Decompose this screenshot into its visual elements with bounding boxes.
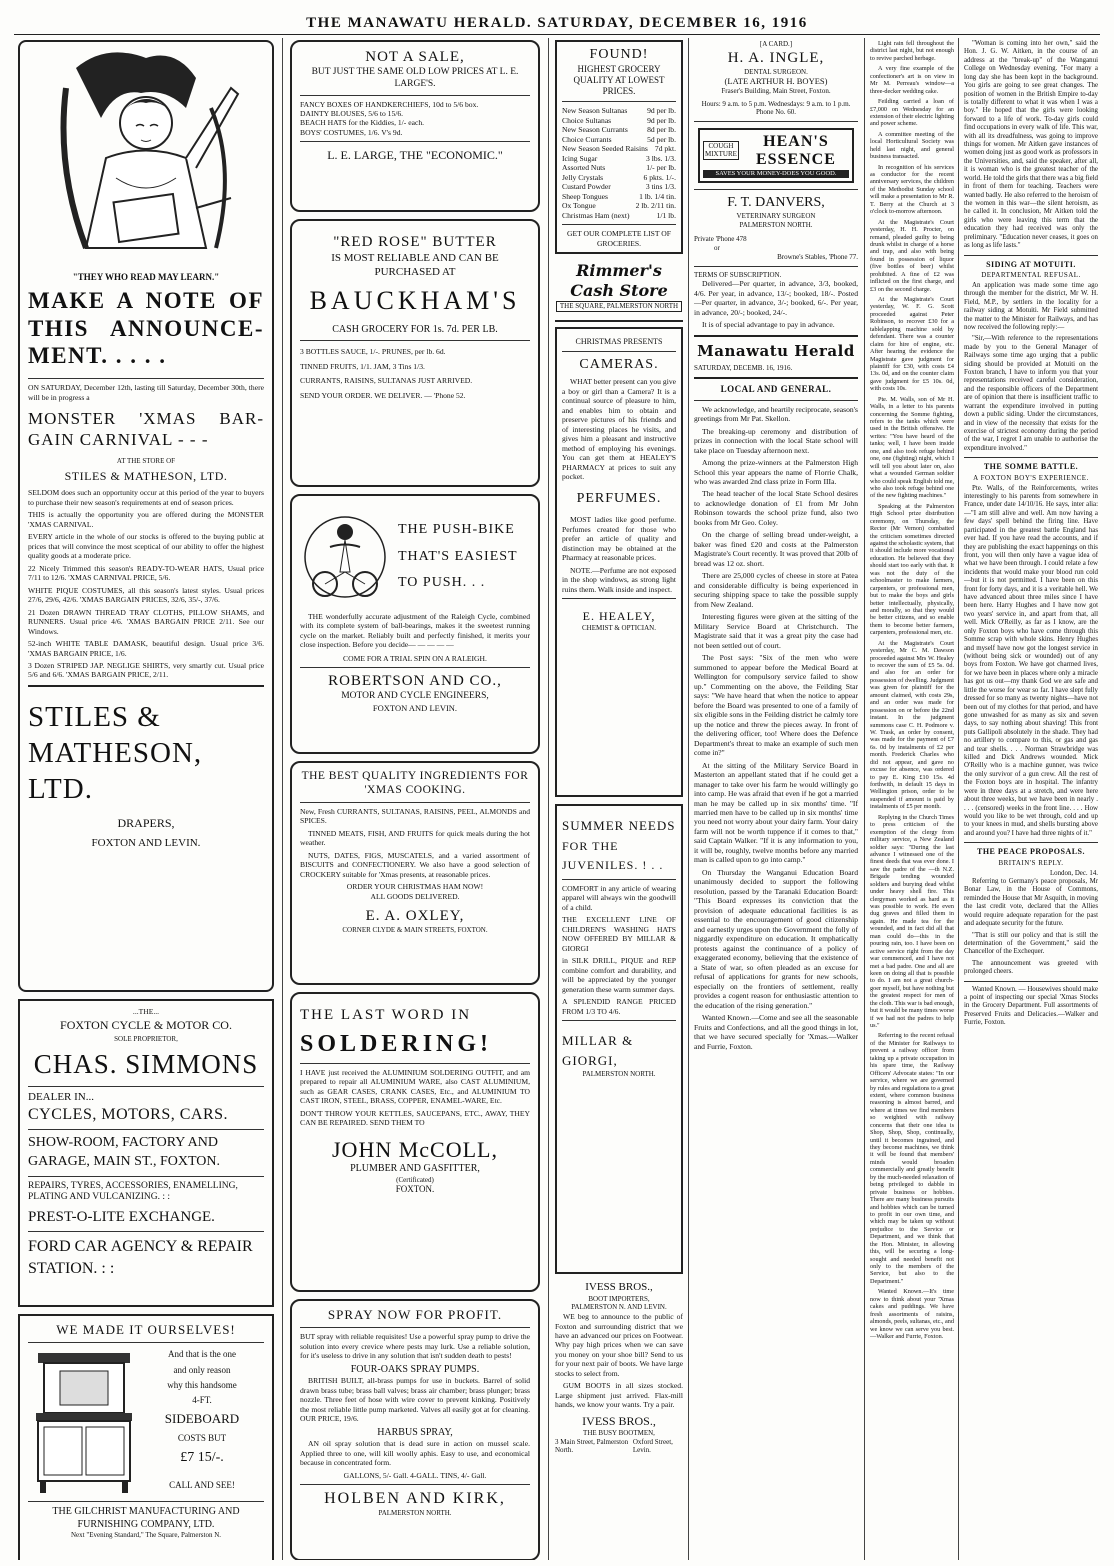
news-paragraph: There are 25,000 cycles of cheese in store at Patea and considerable difficulty is being experienced in securing shipping space to take the possible supply from New Zealand. bbox=[694, 571, 858, 609]
rimmers-address: THE SQUARE, PALMERSTON NORTH bbox=[556, 301, 682, 312]
news-paragraph: "That is still our policy and that is still the determination of the Government," said the Chancellor of the Exchequer. bbox=[964, 931, 1098, 956]
grocery-item: Ox Tongue bbox=[562, 201, 596, 211]
divider bbox=[964, 457, 1098, 458]
column-5 bbox=[870, 40, 954, 1560]
divider bbox=[28, 378, 264, 379]
paragraph: It is of special advantage to pay in advance. bbox=[702, 320, 835, 330]
news-paragraph: The Post says: "Six of the men who were summoned to appear before the Medical Board at Wellington for compulsory service failed to show up." Commenting on the above, the Feilding Star says: "We have heard that when the notice to appear before the Board was presented to one of a family of six eligible sons in the Feilding district he calmly tore up the notice and threw the pieces away. In front of the delivering officer, too! Where does the Defence Department's threat to make an example of such men come in?" bbox=[694, 653, 858, 758]
divider bbox=[300, 340, 530, 341]
ivess-subheading: BOOT IMPORTERS, bbox=[588, 1294, 650, 1303]
healey-ad bbox=[555, 327, 683, 797]
tagline: And that is the one bbox=[168, 1349, 236, 1360]
divider bbox=[28, 1129, 264, 1130]
divider bbox=[562, 351, 676, 352]
the-label: ...THE... bbox=[132, 1007, 160, 1016]
ivess-footer-sub: THE BUSY BOOTMEN, bbox=[583, 1428, 655, 1437]
gilchrist-address: Next "Evening Standard," The Square, Palmerston N. bbox=[70, 1531, 222, 1540]
news-paragraph: Referring to Germany's peace proposals, Mr Bonar Law, in the House of Commons, reminded the House that Mr Asquith, in moving the last credit vote, declared that the Allies would require adequate reparation for the past and adequate security for the future. bbox=[964, 877, 1098, 928]
oxley-name: E. A. OXLEY, bbox=[365, 908, 465, 925]
column-divider bbox=[548, 38, 549, 1560]
ingle-hours: Hours: 9 a.m. to 5 p.m. Wednesdays: 9 a.m. to 1 p.m. bbox=[701, 99, 851, 108]
found-ad bbox=[555, 40, 683, 254]
tagline: why this handsome bbox=[167, 1379, 237, 1390]
news-paragraph: At the Magistrate's Court yesterday, H. H. Procter, on remand, pleaded guilty to being drunk whilst in charge of a horse and trap, and also with being found in possession of liquor (five bottles of beer) whilst prohibited. A fine of £2 was inflicted on the first charge, and £3 on the second charge. bbox=[870, 218, 954, 293]
herald-date: SATURDAY, DECEMB. 16, 1916. bbox=[694, 363, 793, 372]
news-paragraph: Pte. Walls, of the Reinforcements, writes interestingly to his parents from somewhere in France, under date 14/10/16. He says, inter alia:—"I am still alive and well. Am now having a few days' spell behind the firing line. Have participated in the greatest battle England has ever had. If you have read the accounts, and if they are publishing the exact happenings on this front, you will then only have a vague idea of what we have been through. I could relate a few incidents that would make your blood run cold—but it is not permitted. I have been on this front for forty days, and it is a veritable hell. We have advanced about three miles since I have been here. Harry Hughes and I have now got two years' service in, and apart from that, all well. Mick O'Reilly, as far as I know, are the only Foxton boys who have come through this Somme scrap with whole skins. Henry Hughes and myself have now got the longest service in (without being sick or wounded) out of any boys from Foxton. We have got charmed lives, for we have been in places where only a miracle has got us out—my thank God we are safe and little the worse for wear so far. I have slept fully dressed for so many as twenty nights—have not been out of my clothes for that period, and have gone unwashed for as many as six and seven days, to say nothing about shaving! This front puts Gallipoli absolutely in the shade. They had no artillery to compare to this, or gas and gas and tear shells. . . . Norman Strawbridge was killed and Dick Andrews wounded. Mick O'Reilly who is a machine gunner, was twice the only survivor of a gun crew. All the rest of the Foxton boys are in hospital. The infantry were in three days at a stretch, and were here about three weeks, but we have been in nearly . . . . (censored) weeks in the front line. . . . How would you like to be wet through, cold and up to your knees in mud, and shells bursting above and around you? I have had three nights of it." bbox=[964, 484, 1098, 837]
grocery-price-row bbox=[562, 154, 676, 163]
divider bbox=[562, 101, 676, 102]
red-rose-heading: "RED ROSE" BUTTER bbox=[333, 234, 497, 250]
column-2 bbox=[290, 40, 540, 1560]
divider bbox=[300, 667, 530, 668]
news-paragraph: Wanted Known.—Come and see all the seasonable Fruits and Confections, and all the good things in lot, that we have secured specially for 'Xmas.—Walker and Furrie, Foxton. bbox=[694, 1013, 858, 1051]
news-paragraph: An application was made some time ago through the member for the district, Mr W. H. Field, M.P., by settlers in the locality for a railway siding at Motuiti. Mr Field submitted the matter to the Minister for Railways, and has now received the following reply:— bbox=[964, 281, 1098, 331]
holben-kirk-ad bbox=[290, 1299, 540, 1560]
paragraph: DON'T THROW YOUR KETTLES, SAUCEPANS, ETC., AWAY, THEY CAN BE REPAIRED. SEND THEM TO bbox=[300, 1108, 530, 1128]
paragraph: GUM BOOTS in all sizes stocked. Large shipment just arrived. Flax-mill hands, we know your wants. Try a pair. bbox=[555, 1381, 683, 1410]
ivess-footer-name: IVESS BROS., bbox=[582, 1413, 656, 1428]
paragraph: MOST ladies like good perfume. Perfumes created for those who prefer an article of quality and distinction may be obtained at the Pharmacy at reasonable prices. bbox=[562, 515, 676, 563]
cough-label: COUGH bbox=[708, 142, 734, 151]
heading-line: TO PUSH. . . bbox=[398, 575, 486, 591]
millar-name: MILLAR & GIORGI, bbox=[562, 1033, 634, 1068]
carnival-heading: MONSTER 'XMAS BAR-GAIN CARNIVAL - - - bbox=[28, 409, 264, 450]
tagline: 4-FT. bbox=[192, 1395, 212, 1406]
grocery-price-row bbox=[562, 106, 676, 115]
delivered-line: ALL GOODS DELIVERED. bbox=[370, 891, 460, 901]
bargain-item: 21 Dozen DRAWN THREAD TRAY CLOTHS, PILLOW SHAMS, and RUNNERS. Usual price 4/6. 'XMAS BARGAIN PRICE 2/11. See our Windows. bbox=[28, 607, 264, 636]
town-label: FOXTON AND LEVIN. bbox=[91, 836, 201, 849]
grocery-price: 2 lb. 2/11 tin. bbox=[635, 201, 676, 211]
news-paragraph: In recognition of his services as conductor for the recent anniversary services, the children of the Methodist Sunday school will make a presentation to Mr R. T. Berry at the Church at 3 o'clock to-morrow afternoon. bbox=[870, 163, 954, 216]
ivess-town: PALMERSTON N. AND LEVIN. bbox=[571, 1303, 667, 1312]
divider bbox=[964, 255, 1098, 256]
divider bbox=[964, 842, 1098, 843]
divider bbox=[28, 1342, 264, 1343]
bargain-item: 52-inch WHITE TABLE DAMASK, beautiful design. Usual price 3/6. 'XMAS BARGAIN PRICE, 1/6. bbox=[28, 639, 264, 658]
robertson-name: ROBERTSON AND CO., bbox=[328, 673, 502, 690]
column-1 bbox=[18, 40, 274, 1560]
mccoll-ad bbox=[290, 992, 540, 1292]
millar-giorgi-ad bbox=[555, 804, 683, 1274]
paragraph: COMFORT in any article of wearing apparel will always win the goodwill of a child. bbox=[562, 883, 676, 912]
paragraph: A SPLENDID RANGE PRICED FROM 1/3 TO 4/6. bbox=[562, 997, 676, 1016]
divider bbox=[300, 1063, 530, 1064]
heans-tagline: SAVES YOUR MONEY-DOES YOU GOOD. bbox=[703, 170, 849, 178]
divider bbox=[28, 1231, 264, 1232]
grocery-price: 5d per lb. bbox=[647, 134, 676, 144]
bauckham-name: BAUCKHAM'S bbox=[309, 286, 521, 316]
town-label: PALMERSTON NORTH. bbox=[582, 1070, 656, 1079]
news-paragraph: The breaking-up ceremony and distribution of prizes in connection with the local State school will take place on Tuesday afternoon next. bbox=[694, 426, 858, 455]
found-footer: GET OUR COMPLETE LIST OF GROCERIES. bbox=[567, 229, 671, 248]
price-line: SEND YOUR ORDER. WE DELIVER. — 'Phone 52. bbox=[300, 390, 466, 400]
oxley-address: CORNER CLYDE & MAIN STREETS, FOXTON. bbox=[342, 925, 488, 934]
column-6 bbox=[964, 40, 1098, 1560]
peace-subheading: BRITAIN'S REPLY. bbox=[998, 859, 1064, 868]
trial-spin-line: COME FOR A TRIAL SPIN ON A RALEIGH. bbox=[343, 653, 487, 663]
ingle-late: (LATE ARTHUR H. BOYES) bbox=[724, 76, 828, 87]
divider bbox=[300, 802, 530, 803]
showroom-line: SHOW-ROOM, FACTORY AND GARAGE, MAIN ST., FOXTON. bbox=[28, 1134, 220, 1169]
somme-heading: THE SOMME BATTLE. bbox=[983, 462, 1079, 472]
news-paragraph: The head teacher of the local State School desires to acknowledge donation of £1 from Mr John Robinson towards the school prize fund, also two books from Mr Geo. Coley. bbox=[694, 489, 858, 527]
paragraph: WE beg to announce to the public of Foxton and surrounding district that we have an advanced our prices on Footwear. Why pay high prices when we can save you money on your shoe bill? Send to us for your next pair of boots. We have large stocks to select from. bbox=[555, 1312, 683, 1378]
goods-line: CYCLES, MOTORS, CARS. bbox=[28, 1105, 229, 1123]
masthead: THE MANAWATU HERALD. SATURDAY, DECEMBER 16, 1916 bbox=[306, 15, 808, 31]
paragraph: Delivered—Per quarter, in advance, 3/3, booked, 4/6. Per year, in advance, 13/-; booked, 18/-. Posted—Per quarter, in advance, 3/-; booked, 6/-. Per year, in advance, 20/-; booked, 24/-. bbox=[694, 279, 858, 317]
price-line: DAINTY BLOUSES, 5/6 to 15/6. bbox=[300, 108, 404, 118]
news-paragraph: At the Magistrate's Court yesterday, W. F. G. Scott proceeded against Peter Robinson, to recover £30 for a tablelapping machine sold by defendant. There was a counter claim for hire of engine, etc. After hearing the evidence the Magistrate gave judgment for plaintiff for £30, with costs £4 13s. 0d, and on the counter claim gave judgment for £5 10s. 0d, with costs 10s. bbox=[870, 296, 954, 393]
stiles-name: STILES & MATHESON, LTD. bbox=[28, 700, 203, 806]
paragraph: I HAVE just received the ALUMINIUM SOLDERING OUTFIT, and am prepared to repair all ALUMINIUM WARE, also CAST ALUMINIUM, such as GEAR CASES, CRANK CASES, Etc., and ALUMINIUM TO CAST IRON, STEEL, BRASS, COPPER, ENAMEL-WARE, Etc. bbox=[300, 1067, 530, 1106]
grocery-price: 8d per lb. bbox=[647, 125, 676, 135]
call-and-see: CALL AND SEE! bbox=[169, 1479, 235, 1490]
grocery-item: Sheep Tongues bbox=[562, 191, 608, 201]
divider bbox=[28, 685, 264, 687]
divider bbox=[562, 1020, 676, 1021]
news-paragraph: Interesting figures were given at the sitting of the Military Service Board at Christchurch. The Magistrate said that it was a great pity the case had not been settled out of court. bbox=[694, 612, 858, 650]
ivess-address: 3 Main Street, Palmerston North. bbox=[555, 1437, 629, 1455]
heans-essence-ad bbox=[698, 128, 854, 183]
paragraph: NUTS, DATES, FIGS, MUSCATELS, and a varied assortment of BISCUITS and CONFECTIONERY. We also have a good selection of CROCKERY suitable for 'Xmas presents, at reasonable prices. bbox=[300, 850, 530, 879]
bauckham-ad bbox=[290, 219, 540, 487]
made-ourselves-heading: WE MADE IT OURSELVES! bbox=[56, 1322, 236, 1337]
harbus-heading: HARBUS SPRAY, bbox=[377, 1426, 453, 1438]
grocery-item: Jelly Crystals bbox=[562, 172, 604, 182]
paragraph: EVERY article in the whole of our stocks is offered to the buying public at prices that will convince the most sceptical of our ability to offer the highest quality goods at a moderate price. bbox=[28, 532, 264, 561]
news-paragraph: Referring to the recent refusal of the Minister for Railways to prevent a railway officer from taking up a private occupation in his spare time, the Railway Officers' Advocate states: "In our service, where we are governed by rules and regulations to a great extent, where common business reasoning is almost barred, and where at times we find members so weighted with railway concerns that their one idea is Shop, Shop, Shop, continually, until it becomes ingrained, and they become machines, we think it will be found that members' minds would broaden commercially and greatly benefit by the much-needed relaxation of being privileged to dabble in private business or hobbies. There are many business pursuits and hobbies which can be turned to profit in our own time, and which may be taken up without prejudice to the Service or Department, and we think that the Hon. Minister, in allowing this, will be securing a long-sought and needed benefit not only to the members of the Service, but also to the Department." bbox=[870, 1032, 954, 1285]
simmons-ad bbox=[18, 999, 274, 1307]
grocery-price: 7d pkt. bbox=[654, 144, 676, 154]
grocery-price: 9d per lb. bbox=[647, 106, 676, 116]
perfumes-heading: PERFUMES. bbox=[576, 490, 662, 506]
divider bbox=[28, 1086, 264, 1087]
gallons-line: GALLONS, 5/- Gall. 4-GALL. TINS, 4/- Gall. bbox=[343, 1470, 487, 1480]
christmas-presents-heading: CHRISTMAS PRESENTS bbox=[575, 336, 663, 346]
heans-essence-logo: HEAN'S ESSENCE bbox=[755, 133, 836, 168]
tagline: COSTS BUT bbox=[177, 1432, 227, 1443]
grocery-price-row bbox=[562, 192, 676, 201]
grocery-item: Icing Sugar bbox=[562, 153, 598, 163]
dateline: London, Dec. 14. bbox=[1049, 869, 1098, 877]
simmons-name: CHAS. SIMMONS bbox=[33, 1049, 259, 1080]
price-line: BOYS' COSTUMES, 1/6. V's 9d. bbox=[300, 127, 403, 137]
grocery-price-row bbox=[562, 163, 676, 172]
news-paragraph: On Thursday the Wanganui Education Board unanimously decided to support the following resolution, passed by the Taranaki Education Board: "This Board expresses its conviction that the provision of adequate educational facilities is as essential to the encouragement of good citizenship and earnestly urges upon the Government the folly of niggardly expenditure on education. It emphatically protests against the continuance of a policy of exaggerated economy, believing that the existence of a State of war, so often pleaded as an excuse for refusal of applications for grants for new schools, especially on the frontiers of settlement, really provides a cogent reason for enthusiastic attention to the education of the rising generation." bbox=[694, 867, 858, 1010]
grocery-price: 3 lbs. 1/3. bbox=[646, 153, 676, 163]
gilchrist-ad bbox=[18, 1314, 274, 1560]
trade-label: CHEMIST & OPTICIAN. bbox=[582, 623, 656, 632]
read-may-learn-quote: "THEY WHO READ MAY LEARN." bbox=[72, 272, 220, 282]
sole-proprietor: SOLE PROPRIETOR, bbox=[114, 1035, 178, 1044]
news-paragraph: Light rain fell throughout the district last night, but not enough to revive parched herbage. bbox=[870, 40, 954, 62]
certificated-label: (Certificated) bbox=[396, 1175, 434, 1184]
sideboard-price: £7 15/-. bbox=[180, 1449, 224, 1465]
price-line: BEACH HATS for the Kiddies, 1/- each. bbox=[300, 118, 425, 128]
news-paragraph: Wanted Known. — Housewives should make a point of inspecting our special 'Xmas Stocks in the Grocery Department. Full assortments of Preserved Fruits and Delicacies.—Walker and Furrie, Foxton. bbox=[964, 985, 1098, 1027]
column-divider bbox=[282, 38, 283, 1560]
danvers-town: PALMERSTON NORTH. bbox=[739, 220, 813, 229]
grocery-price: 1/1 lb. bbox=[656, 210, 676, 220]
spray-heading: SPRAY NOW FOR PROFIT. bbox=[327, 1307, 503, 1322]
sideboard-illustration bbox=[28, 1347, 140, 1497]
town-label: PALMERSTON NORTH. bbox=[378, 1509, 452, 1518]
grocery-price-row bbox=[562, 144, 676, 153]
ingle-phone: Phone No. 60. bbox=[755, 108, 797, 117]
heading-line: THAT'S EASIEST bbox=[398, 548, 518, 564]
column-divider bbox=[958, 38, 959, 1560]
sideboard-label: SIDEBOARD bbox=[164, 1411, 240, 1427]
grocery-price: 1/- per lb. bbox=[646, 163, 676, 173]
town-label: FOXTON AND LEVIN. bbox=[372, 703, 458, 714]
mccoll-name: JOHN McCOLL, bbox=[332, 1136, 498, 1162]
siding-heading: SIDING AT MOTUITI. bbox=[986, 259, 1076, 269]
paragraph: WHAT better present can you give a boy or girl than a Camera? It is a continual source of pleasure to him, and enables him to obtain and preserve pictures of his friends and of interesting places he visits, and gives him a pleasant and instructive method of employing his evenings. You can get them at HEALEY'S PHARMACY at prices to suit any pocket. bbox=[562, 377, 676, 482]
masthead-rule bbox=[14, 34, 1100, 35]
news-paragraph: Among the prize-winners at the Palmerston High School this year appears the name of Florrie Chalk, who was awarded 2nd class prize in Form IIIa. bbox=[694, 458, 858, 486]
paragraph: AN oil spray solution that is dead sure in action on mussel scale. Applied three to one, will kill woolly aphis. Easy to use, and economical because in concentrated form. bbox=[300, 1439, 530, 1468]
grocery-item: Christmas Ham (next) bbox=[562, 210, 630, 220]
gilchrist-name: THE GILCHRIST MANUFACTURING AND FURNISHING COMPANY, LTD. bbox=[52, 1506, 240, 1530]
large-ad bbox=[290, 40, 540, 212]
ivess-address: Oxford Street, Levin. bbox=[632, 1437, 673, 1455]
news-paragraph: A committee meeting of the local Horticultural Society was held last night, and general business transacted. bbox=[870, 130, 954, 161]
order-ham-line: ORDER YOUR CHRISTMAS HAM NOW! bbox=[346, 882, 484, 892]
news-paragraph: At the sitting of the Military Service Board in Masterton an appellant stated that if he could get a manager to take over his farm he would willingly go into camp. He was afraid that even if he got a married man he may be called up in six months' time. "If married men have to be called up in six months' time you need not worry about your dairy farm. Your dairy farm will not be worth tuppence if it comes to that," said Captain Walker. "If it is any information to you, it will be, roughly, twelve months before any married man is called upon to go into camp." bbox=[694, 760, 858, 865]
news-paragraph: "Woman is coming into her own," said the Hon. J. G. W. Aitken, in the course of an address at the "break-up" of the Wanganui College on Wednesday evening. "For many a long day she has been kept in the background. You girls are going to see great changes. The position of women in the British Empire to-day is totally different to what it was when I was a boy." He hoped that the girls were looking forward to a life of work. To-day girls could find occupations in every walk of life. This war, with all its dreadfulness, was going to improve things for women. Mr Aitken gave instances of women doing just as good work as professors in the Universities, and, said the speaker, after all, it is woman who is the greatest teacher of the world. He told the girls that there was a big field in front of them for teaching. Teachers were wanted badly. He also referred to the heroism of the women in this war—the silent heroism, as he called it. In conclusion, Mr Aitken told the girls who were leaving this term that the education they had received was only the preliminary. "Education never ceases, it goes on as long as life lasts." bbox=[964, 40, 1098, 250]
ivess-heading: IVESS BROS., bbox=[585, 1280, 653, 1293]
not-a-sale-heading: NOT A SALE, bbox=[365, 49, 465, 65]
raleigh-description: THE wonderfully accurate adjustment of the Raleigh Cycle, combined with its complete system of ball-bearings, makes it the sweetest running cycle on the market. Reliably built and perfectly finished, it merits your close inspection. Before you decide— — — — — bbox=[300, 612, 530, 650]
divider bbox=[694, 377, 858, 379]
trade-label: MOTOR AND CYCLE ENGINEERS, bbox=[341, 691, 489, 702]
ingle-trade: DENTAL SURGEON. bbox=[744, 67, 808, 76]
at-store-label: AT THE STORE OF bbox=[116, 456, 176, 465]
price-line: FANCY BOXES OF HANDKERCHIEFS, 10d to 5/6 box. bbox=[300, 99, 479, 109]
large-subheading: BUT JUST THE SAME OLD LOW PRICES AT L. E. LARGE'S. bbox=[311, 66, 519, 89]
repairs-line: REPAIRS, TYRES, ACCESSORIES, ENAMELLING, PLATING AND VULCANIZING. : : bbox=[28, 1180, 238, 1203]
divider bbox=[555, 320, 683, 322]
ingle-address: Fraser's Building, Main Street, Foxton. bbox=[721, 86, 831, 95]
mixture-label: MIXTURE bbox=[705, 149, 737, 158]
divider bbox=[562, 224, 676, 225]
bargain-item: 22 Nicely Trimmed this season's READY-TO-WEAR HATS, Usual price 7/11 to 12/6. 'XMAS CARNIVAL PRICE, 5/6. bbox=[28, 563, 264, 583]
found-heading: FOUND! bbox=[589, 47, 649, 62]
news-paragraph: "Sir,—With reference to the representations made by you to the General Manager of Railways some time ago urging that a public siding should be provided at Motuiti on the Foxton branch, I have to inform you that your representations received careful consideration, and the responsible officers of the Department are of opinion that there is insufficient traffic to warrant the expenditure involved in putting down a public siding. Under the circumstances, and in view of the necessity that exists for the exercise of strictest economy during the period of the war, I regret I am unable to authorise the expenditure involved." bbox=[964, 335, 1098, 452]
soldering-heading: SOLDERING! bbox=[300, 1030, 493, 1057]
cash-grocery-line: CASH GROCERY FOR 1s. 7d. PER LB. bbox=[332, 323, 498, 335]
last-word-heading: THE LAST WORD IN bbox=[300, 1007, 472, 1023]
line: IS MOST RELIABLE AND CAN BE bbox=[331, 251, 499, 264]
grocery-item: Custard Powder bbox=[562, 182, 611, 192]
divider bbox=[28, 1501, 264, 1502]
paragraph: SELDOM does such an opportunity occur at this period of the year to buyers to purchase their new season's requirements at end of season prices. bbox=[28, 488, 264, 507]
grocery-price-row bbox=[562, 116, 676, 125]
terms-heading: TERMS OF SUBSCRIPTION. bbox=[694, 270, 782, 279]
grocery-price-row bbox=[562, 173, 676, 182]
cyclist-illustration bbox=[300, 502, 390, 612]
grocery-item: New Season Currants bbox=[562, 125, 628, 135]
paragraph: BUT spray with reliable requisites! Use a powerful spray pump to drive the solution into every crevice where pests may lurk. Use a reliable solution, for it's useless to drive in any solution that isn't sudden death to pests! bbox=[300, 1332, 530, 1361]
prest-o-lite-line: PREST-O-LITE EXCHANGE. bbox=[28, 1209, 215, 1226]
grocery-item: New Season Seeded Raisins bbox=[562, 144, 648, 154]
danvers-phone: Browne's Stables, 'Phone 77. bbox=[777, 252, 858, 261]
intro-text: ON SATURDAY, December 12th, lasting till Saturday, December 30th, there will be in progress a bbox=[28, 383, 264, 402]
divider bbox=[300, 1484, 530, 1485]
bargain-item: WHITE PIQUE COSTUMES, all this season's latest styles. Usual prices 27/6, 29/6, 42/6. 'XMAS BARGAIN PRICES, 32/6, 35/-, 37/6. bbox=[28, 585, 264, 605]
divider bbox=[562, 598, 676, 599]
grocery-price-row bbox=[562, 182, 676, 191]
card-label: [A CARD.] bbox=[759, 40, 793, 48]
paragraph: BRITISH BUILT, all-brass pumps for use in buckets. Barrel of solid drawn brass tube; brass ball valves; brass air chamber; brass plunger; brass nozzle. Three feet of hose with wire cover to prevent kinking. Positively the most reliable little pump marketed. Valves all easily got at for cleaning. OUR PRICE, 19/6. bbox=[300, 1376, 530, 1424]
danvers-name: F. T. DANVERS, bbox=[727, 195, 825, 211]
town-label: FOXTON. bbox=[395, 1184, 435, 1195]
divider bbox=[694, 189, 858, 190]
news-paragraph: Speaking at the Palmerston High School prize distribution ceremony, on Thursday, the Rector (Mr Vernon) combatted the criticism sometimes directed against the scholastic system, that it should include more vocational education. He believed that they should start too early with that. It was not the duty of the schoolmaster to make farmers, carpenters, or professional men, but to make the boys and girls better intellectually, physically, and morally, so that they would be better citizens, and so enable them to become better farmers, carpenters, professional men, etc. bbox=[870, 502, 954, 637]
herald-nameplate: Manawatu Herald bbox=[697, 341, 855, 360]
grocery-price: 6 pkts. 1/-. bbox=[643, 172, 676, 182]
price-line: CURRANTS, RAISINS, SULTANAS JUST ARRIVED. bbox=[300, 376, 473, 386]
divider bbox=[694, 266, 858, 267]
juveniles-heading: FOR THE JUVENILES. ! . . bbox=[562, 838, 664, 872]
divider bbox=[964, 981, 1098, 982]
bargain-item: 3 Dozen STRIPED JAP. NEGLIGE SHIRTS, very smartly cut. Usual price 5/6 and 6/6. 'XMAS BARGAIN PRICE, 2/11. bbox=[28, 661, 264, 680]
news-paragraph: Feilding carried a loan of £7,000 on Wednesday for an extension of their electric lighting and power scheme. bbox=[870, 98, 954, 128]
grocery-price-row bbox=[562, 135, 676, 144]
news-paragraph: Replying in the Church Times to press criticism of the exemption of the clergy from military service, a New Zealand soldier says: "During the last advance I witnessed one of the finest deeds that was ever done. I saw the padre of the —th N.Z. Brigade tending wounded soldiers and burying dead whilst under heavy shell fire. This clergyman worked as hard as it was possible to work. He even dug graves and filled them in again. He made tea for the wounded, and in fact did all that man could do—this in the pouring rain, too. I have been on active service right from the day war commenced, and I have not met a bad padre. One and all are keen on doing all that is possible to do. I am not a great church-goer myself, but have nothing but the greatest respect for men of the cloth. This war is bad enough, but it would be many times worse if we had not the padres to help us." bbox=[870, 813, 954, 1029]
price-line: TINNED FRUITS, 1/1. JAM, 3 Tins 1/3. bbox=[300, 361, 425, 371]
column-3 bbox=[555, 40, 683, 1560]
grocery-price-row bbox=[562, 201, 676, 210]
peace-heading: THE PEACE PROPOSALS. bbox=[976, 847, 1085, 857]
trade-label: DRAPERS, bbox=[117, 815, 175, 830]
grocery-item: Choice Currants bbox=[562, 134, 612, 144]
danvers-trade: VETERINARY SURGEON bbox=[736, 211, 816, 220]
danvers-phone-or: or bbox=[714, 244, 720, 253]
divider bbox=[694, 335, 858, 337]
oxley-heading: THE BEST QUALITY INGREDIENTS FOR 'XMAS COOKING. bbox=[301, 770, 529, 797]
grocery-price: 3 tins 1/3. bbox=[645, 182, 676, 192]
grocery-item: Assorted Nuts bbox=[562, 163, 606, 173]
paragraph: in SILK DRILL, PIQUE and REP combine comfort and durability, and will be appreciated by the younger generation these warm summer days. bbox=[562, 956, 676, 994]
grocery-item: New Season Sultanas bbox=[562, 106, 628, 116]
company-name: FOXTON CYCLE & MOTOR CO. bbox=[60, 1018, 232, 1033]
summer-needs-heading: SUMMER NEEDS bbox=[562, 817, 676, 833]
woman-reading-illustration bbox=[46, 48, 246, 268]
divider bbox=[300, 141, 530, 142]
divider bbox=[562, 879, 676, 880]
divider bbox=[694, 400, 858, 401]
line: PURCHASED AT bbox=[374, 265, 456, 278]
paragraph: New, Fresh CURRANTS, SULTANAS, RAISINS, PEEL, ALMONDS and SPICES. bbox=[300, 806, 530, 826]
column-4 bbox=[694, 40, 858, 1560]
news-paragraph: The announcement was greeted with prolonged cheers. bbox=[964, 959, 1098, 976]
ford-agency-line: FORD CAR AGENCY & REPAIR STATION. : : bbox=[28, 1238, 253, 1277]
news-paragraph: We acknowledge, and heartily reciprocate, season's greetings from Mr Pat. Skellon. bbox=[694, 404, 858, 424]
grocery-item: Choice Sultanas bbox=[562, 115, 612, 125]
paragraph: TINNED MEATS, FISH, AND FRUITS for quick meals during the hot weather. bbox=[300, 828, 530, 848]
price-line: 3 BOTTLES SAUCE, 1/-. PRUNES, per lb. 6d. bbox=[300, 347, 446, 357]
rimmers-logo: Rimmer's Cash Store bbox=[570, 261, 668, 301]
make-note-heading: MAKE A NOTE OF THIS ANNOUNCE-MENT. . . . . bbox=[28, 288, 264, 369]
divider bbox=[28, 1176, 264, 1177]
robertson-ad bbox=[290, 494, 540, 754]
tagline: and only reason bbox=[173, 1364, 231, 1375]
news-paragraph: At the Magistrate's Court yesterday, Mr C. M. Dawson proceeded against Mrs W. Healey to recover the sum of £5 5s. 0d. and also for an order for possession of dwelling. Judgment was given for plaintiff for the amount claimed, with costs 29s, and an order was made for possession on or before the 22nd instant. In the judgment summons case C. H. Podmore v. W. Trask, an order by consent, was made for the payment of £7 6s. 0d by instalments of £2 per month. Frederick Charles who did not appear, and gave no excuse for absence, was ordered to pay E. King £10 15s. 4d forthwith, in default 15 days in Wellington prison, order to be suspended if amount is paid by instalments of £5 per month. bbox=[870, 639, 954, 811]
holben-name: HOLBEN AND KIRK, bbox=[324, 1490, 506, 1508]
stiles-matheson-ad bbox=[18, 40, 274, 992]
paragraph: THIS is actually the opportunity you are offered during the MONSTER 'XMAS CARNIVAL. bbox=[28, 510, 264, 529]
column-divider bbox=[864, 38, 865, 1560]
grocery-price-row bbox=[562, 211, 676, 220]
news-paragraph: Wanted Known.—It's time now to think about your 'Xmas cakes and puddings. We have fresh assortments of raisins, almonds, peels, sultanas, etc., and we know we can serve you best.—Walker and Furrie, Foxton. bbox=[870, 1288, 954, 1340]
ingle-name: H. A. INGLE, bbox=[727, 49, 825, 66]
grocery-price: 1 lb. 1/4 tin. bbox=[639, 191, 676, 201]
cameras-heading: CAMERAS. bbox=[579, 356, 659, 372]
paragraph: THE EXCELLENT LINE OF CHILDREN'S WASHING HATS NOW OFFERED BY MILLAR & GIORGI bbox=[562, 915, 676, 953]
news-paragraph: A very fine example of the confectioner's art is on view in Mr M. Perreau's window—a three-decker wedding cake. bbox=[870, 65, 954, 95]
ivess-ad bbox=[555, 1281, 683, 1455]
siding-subheading: DEPARTMENTAL REFUSAL. bbox=[981, 271, 1081, 280]
oxley-ad bbox=[290, 761, 540, 985]
divider bbox=[300, 95, 530, 96]
news-paragraph: Pte. M. Walls, son of Mr H. Walls, in a letter to his parents concerning the Somme fighting, refers to the tanks which were used in the British offensive. He writes: "You have heard of the tanks; well, I have been inside one, and also took refuge behind one, one (fighting) night, which I will tell you about later on, also what a wounded German soldier who could speak English told me, who also took refuge behind one of the new fighting machines." bbox=[870, 395, 954, 500]
news-paragraph: On the charge of selling bread under-weight, a baker was fined £20 and costs at the Palmerston Magistrate's Court recently. It was proved that 20lb of bread was 12 oz. short. bbox=[694, 530, 858, 568]
local-general-heading: LOCAL AND GENERAL. bbox=[720, 384, 832, 395]
found-subheading: HIGHEST GROCERY QUALITY AT LOWEST PRICES. bbox=[573, 63, 665, 96]
dealer-label: DEALER IN... bbox=[28, 1090, 94, 1103]
grocery-price-row bbox=[562, 125, 676, 134]
rimmers-ad bbox=[555, 261, 683, 312]
paragraph: NOTE.—Perfume are not exposed in the shop windows, as strong light ruins them. Walk inside and inspect. bbox=[562, 565, 676, 594]
trade-label: PLUMBER AND GASFITTER, bbox=[350, 1163, 480, 1175]
divider bbox=[300, 1327, 530, 1328]
column-divider bbox=[688, 38, 689, 1560]
danvers-phone: Private 'Phone 478 bbox=[694, 235, 747, 244]
divider bbox=[694, 121, 858, 122]
healey-name: E. HEALEY, bbox=[582, 608, 656, 623]
heading-line: THE PUSH-BIKE bbox=[398, 522, 515, 538]
somme-subheading: A FOXTON BOY'S EXPERIENCE. bbox=[973, 474, 1089, 483]
four-oaks-heading: FOUR-OAKS SPRAY PUMPS. bbox=[350, 1363, 480, 1375]
store-name: STILES & MATHESON, LTD. bbox=[64, 469, 228, 484]
grocery-price-list bbox=[562, 106, 676, 220]
grocery-price: 9d per lb. bbox=[647, 115, 676, 125]
large-name: L. E. LARGE, THE "ECONOMIC." bbox=[327, 148, 503, 163]
